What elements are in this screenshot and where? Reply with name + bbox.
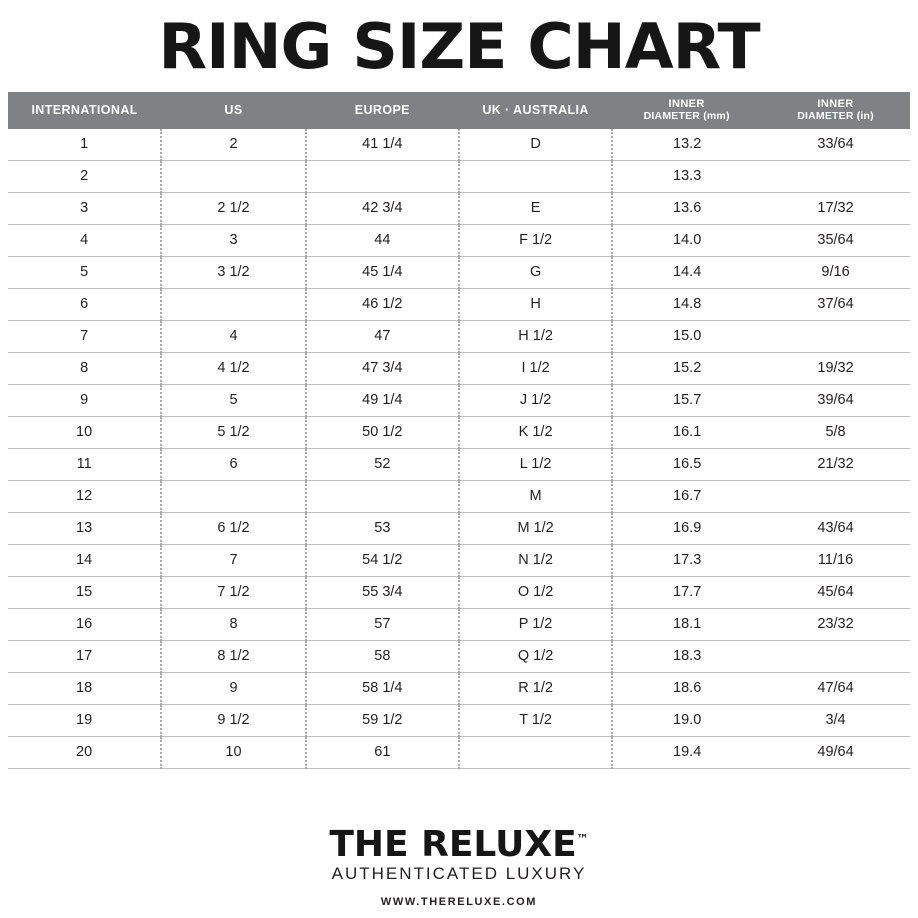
table-cell <box>161 160 305 192</box>
table-row <box>8 736 910 768</box>
table-cell: 3 <box>8 192 161 224</box>
table-cell: 2 <box>161 129 305 161</box>
table-cell: 46 1/2 <box>306 288 459 320</box>
table-row <box>8 448 910 480</box>
table-cell: 16.9 <box>612 512 761 544</box>
table-cell: O 1/2 <box>459 576 612 608</box>
table-cell: 6 <box>8 288 161 320</box>
table-cell: 17/32 <box>761 192 910 224</box>
table-cell: 3 <box>161 224 305 256</box>
table-cell: 4 1/2 <box>161 352 305 384</box>
table-cell: 41 1/4 <box>306 129 459 161</box>
brand-name <box>329 826 588 864</box>
table-cell: 45/64 <box>761 576 910 608</box>
ring-size-table <box>8 92 910 769</box>
table-cell: J 1/2 <box>459 384 612 416</box>
table-cell: 8 <box>161 608 305 640</box>
table-cell: M <box>459 480 612 512</box>
column-header-inner-diameter-in: INNER DIAMETER (in) <box>761 92 910 129</box>
table-cell <box>761 160 910 192</box>
table-cell: 21/32 <box>761 448 910 480</box>
table-cell: 57 <box>306 608 459 640</box>
table-cell: 14.4 <box>612 256 761 288</box>
table-cell: 2 1/2 <box>161 192 305 224</box>
table-cell: 8 1/2 <box>161 640 305 672</box>
table-row <box>8 256 910 288</box>
size-chart-container <box>0 92 918 769</box>
table-cell: 18.6 <box>612 672 761 704</box>
table-cell: 6 1/2 <box>161 512 305 544</box>
table-cell: 19/32 <box>761 352 910 384</box>
table-cell: 16.7 <box>612 480 761 512</box>
table-row <box>8 320 910 352</box>
table-cell <box>761 320 910 352</box>
table-cell: 7 <box>8 320 161 352</box>
table-cell: 20 <box>8 736 161 768</box>
table-cell: 4 <box>8 224 161 256</box>
table-cell: 15.2 <box>612 352 761 384</box>
table-cell: 1 <box>8 129 161 161</box>
trademark-symbol: ™ <box>576 832 589 847</box>
table-cell: 18.1 <box>612 608 761 640</box>
table-cell: F 1/2 <box>459 224 612 256</box>
table-cell: 7 1/2 <box>161 576 305 608</box>
table-cell <box>761 640 910 672</box>
table-cell: 15 <box>8 576 161 608</box>
table-cell: 61 <box>306 736 459 768</box>
table-cell: R 1/2 <box>459 672 612 704</box>
table-cell: M 1/2 <box>459 512 612 544</box>
footer <box>0 818 918 918</box>
table-cell: 3 1/2 <box>161 256 305 288</box>
table-row <box>8 224 910 256</box>
table-cell: 9 <box>161 672 305 704</box>
table-cell: 16.5 <box>612 448 761 480</box>
table-cell: 5/8 <box>761 416 910 448</box>
table-cell: 5 1/2 <box>161 416 305 448</box>
table-cell: 11/16 <box>761 544 910 576</box>
table-cell: 15.0 <box>612 320 761 352</box>
table-cell: 13 <box>8 512 161 544</box>
table-cell: 14.8 <box>612 288 761 320</box>
brand-tagline: AUTHENTICATED LUXURY <box>331 864 587 883</box>
column-header-international: INTERNATIONAL <box>8 92 161 129</box>
table-cell: Q 1/2 <box>459 640 612 672</box>
table-cell: 37/64 <box>761 288 910 320</box>
table-cell: H <box>459 288 612 320</box>
table-cell: L 1/2 <box>459 448 612 480</box>
table-cell: 9 <box>8 384 161 416</box>
table-cell: 13.6 <box>612 192 761 224</box>
table-row <box>8 576 910 608</box>
page-title: RING SIZE CHART <box>158 10 760 83</box>
table-cell <box>161 288 305 320</box>
table-cell: 5 <box>161 384 305 416</box>
table-cell: 8 <box>8 352 161 384</box>
table-row <box>8 704 910 736</box>
table-cell: 9/16 <box>761 256 910 288</box>
table-row <box>8 608 910 640</box>
table-row <box>8 352 910 384</box>
table-cell: N 1/2 <box>459 544 612 576</box>
table-cell: 18 <box>8 672 161 704</box>
table-cell: 18.3 <box>612 640 761 672</box>
table-cell: 42 3/4 <box>306 192 459 224</box>
table-cell: 58 <box>306 640 459 672</box>
table-cell: 19.0 <box>612 704 761 736</box>
table-cell: 15.7 <box>612 384 761 416</box>
table-cell: 44 <box>306 224 459 256</box>
table-cell: 11 <box>8 448 161 480</box>
table-cell: E <box>459 192 612 224</box>
table-cell: 12 <box>8 480 161 512</box>
table-cell: 55 3/4 <box>306 576 459 608</box>
table-cell: 45 1/4 <box>306 256 459 288</box>
table-cell: 7 <box>161 544 305 576</box>
table-cell: K 1/2 <box>459 416 612 448</box>
table-cell <box>459 736 612 768</box>
table-row <box>8 384 910 416</box>
table-cell: I 1/2 <box>459 352 612 384</box>
table-cell: 47 <box>306 320 459 352</box>
table-cell: 6 <box>161 448 305 480</box>
table-row <box>8 416 910 448</box>
table-cell: 50 1/2 <box>306 416 459 448</box>
table-cell: 33/64 <box>761 129 910 161</box>
table-cell: 14.0 <box>612 224 761 256</box>
table-row <box>8 672 910 704</box>
column-header-inner-diameter-mm: INNER DIAMETER (mm) <box>612 92 761 129</box>
table-cell: 19.4 <box>612 736 761 768</box>
table-cell <box>306 160 459 192</box>
table-cell: 23/32 <box>761 608 910 640</box>
table-header-row <box>8 92 910 129</box>
table-cell: 13.3 <box>612 160 761 192</box>
table-cell: 39/64 <box>761 384 910 416</box>
table-cell <box>161 480 305 512</box>
table-cell <box>761 480 910 512</box>
table-body <box>8 129 910 769</box>
table-cell: 17 <box>8 640 161 672</box>
table-cell: H 1/2 <box>459 320 612 352</box>
table-cell: P 1/2 <box>459 608 612 640</box>
table-cell: T 1/2 <box>459 704 612 736</box>
table-cell: 43/64 <box>761 512 910 544</box>
table-cell: 59 1/2 <box>306 704 459 736</box>
table-cell: 5 <box>8 256 161 288</box>
table-row <box>8 512 910 544</box>
table-cell: D <box>459 129 612 161</box>
table-cell <box>459 160 612 192</box>
table-cell: 49/64 <box>761 736 910 768</box>
table-cell <box>306 480 459 512</box>
table-cell: 58 1/4 <box>306 672 459 704</box>
table-cell: 52 <box>306 448 459 480</box>
brand-text: THE RELUXE <box>329 824 577 866</box>
table-cell: 4 <box>161 320 305 352</box>
table-cell: 2 <box>8 160 161 192</box>
table-cell: 17.3 <box>612 544 761 576</box>
column-header-us: US <box>161 92 305 129</box>
table-cell: 47/64 <box>761 672 910 704</box>
table-cell: 16.1 <box>612 416 761 448</box>
table-row <box>8 288 910 320</box>
table-cell: G <box>459 256 612 288</box>
table-cell: 35/64 <box>761 224 910 256</box>
table-header <box>8 92 910 129</box>
table-cell: 17.7 <box>612 576 761 608</box>
table-cell: 54 1/2 <box>306 544 459 576</box>
table-cell: 53 <box>306 512 459 544</box>
column-header-europe: EUROPE <box>306 92 459 129</box>
table-cell: 3/4 <box>761 704 910 736</box>
brand-website: WWW.THERELUXE.COM <box>380 896 538 908</box>
table-cell: 9 1/2 <box>161 704 305 736</box>
table-cell: 10 <box>8 416 161 448</box>
table-row <box>8 192 910 224</box>
table-cell: 16 <box>8 608 161 640</box>
table-row <box>8 129 910 161</box>
table-cell: 14 <box>8 544 161 576</box>
table-cell: 10 <box>161 736 305 768</box>
table-row <box>8 640 910 672</box>
table-cell: 47 3/4 <box>306 352 459 384</box>
table-cell: 13.2 <box>612 129 761 161</box>
table-cell: 49 1/4 <box>306 384 459 416</box>
column-header-uk-australia: UK · AUSTRALIA <box>459 92 612 129</box>
table-row <box>8 480 910 512</box>
table-row <box>8 544 910 576</box>
table-cell: 19 <box>8 704 161 736</box>
table-row <box>8 160 910 192</box>
